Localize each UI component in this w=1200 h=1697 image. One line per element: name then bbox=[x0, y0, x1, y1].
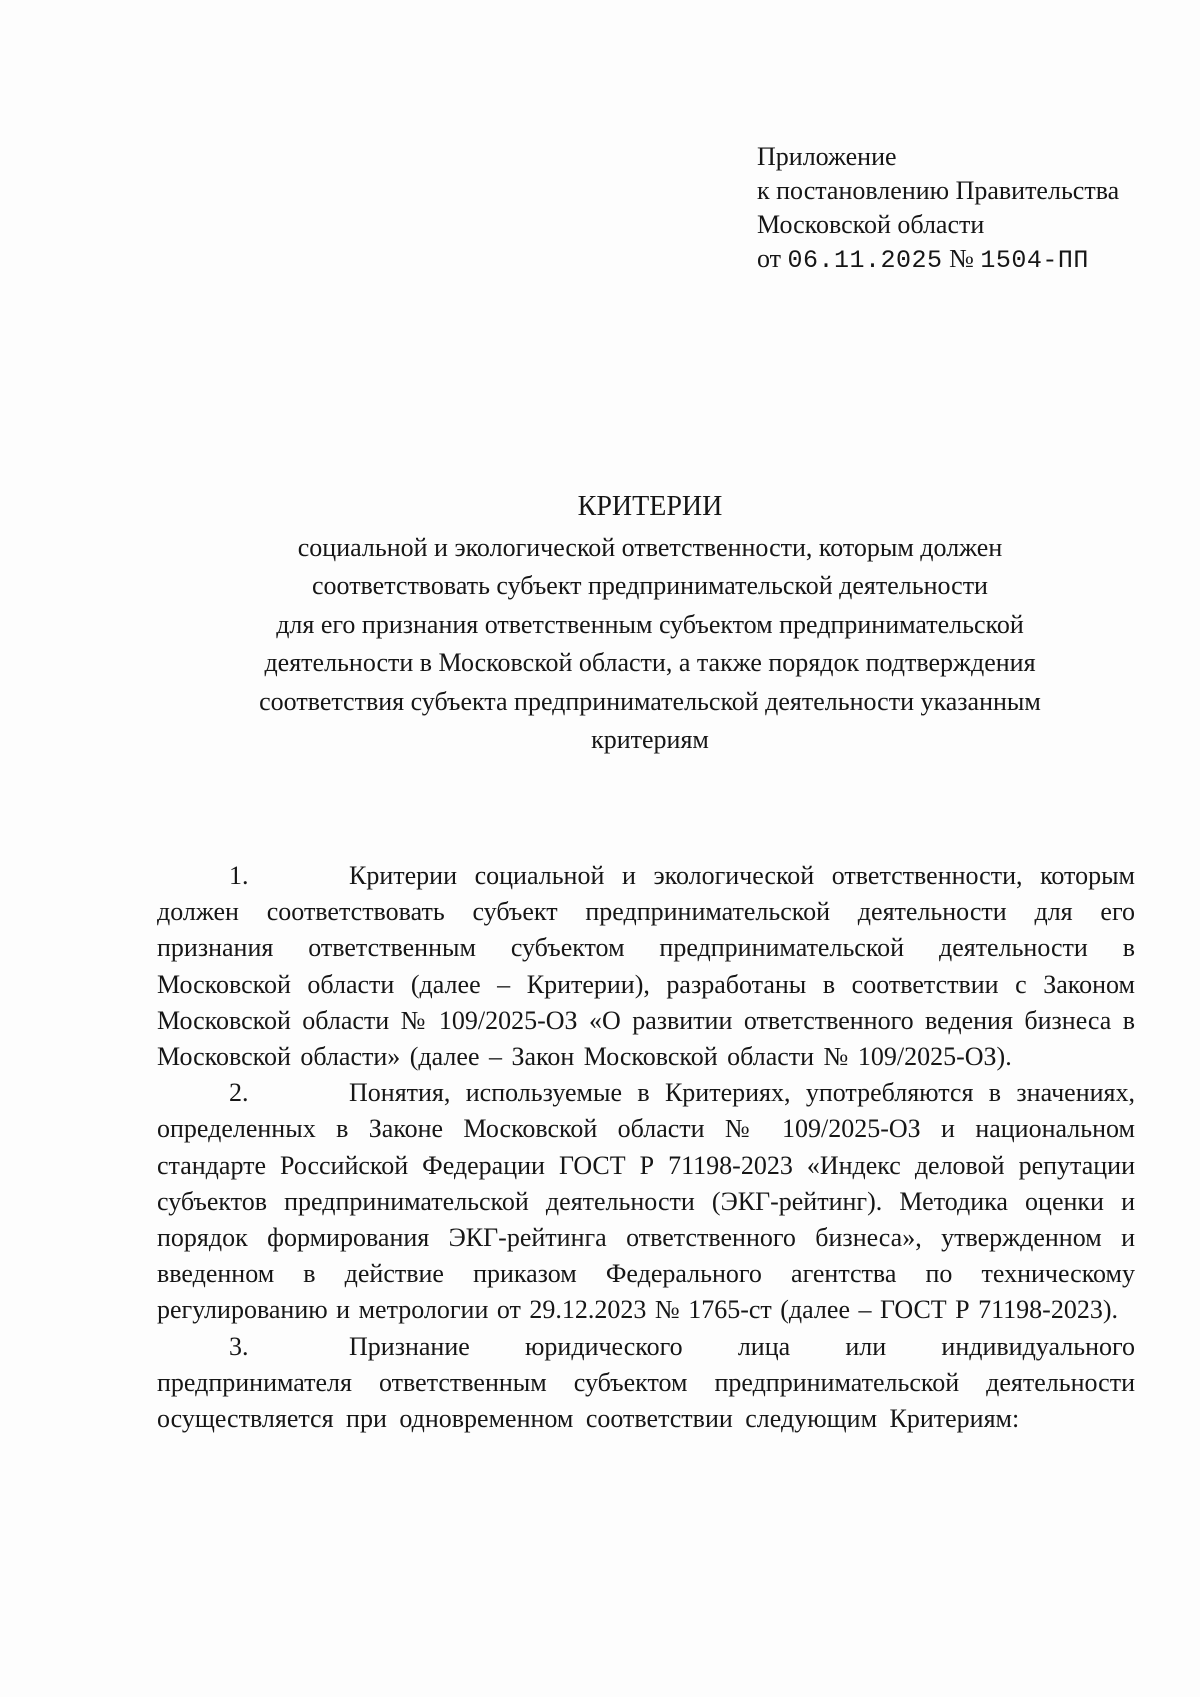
title-line: деятельности в Московской области, а также порядок подтверждения bbox=[264, 648, 1036, 677]
title-line: для его признания ответственным субъектом предпринимательской bbox=[276, 609, 1024, 639]
paragraph-3 bbox=[157, 1329, 1135, 1438]
date-prefix: от bbox=[757, 244, 782, 273]
title-line: критериям bbox=[591, 725, 709, 754]
appendix-header bbox=[757, 140, 1119, 278]
document-body bbox=[157, 858, 1135, 1437]
paragraph-1 bbox=[157, 858, 1135, 1075]
appendix-decree-ref: к постановлению Правительства bbox=[757, 176, 1120, 205]
paragraph-number: 2. bbox=[229, 1078, 249, 1108]
paragraph-number: 3. bbox=[229, 1331, 249, 1361]
paragraph-number: 1. bbox=[229, 861, 249, 890]
appendix-title: Приложение bbox=[757, 142, 897, 171]
appendix-date-line bbox=[757, 242, 1119, 278]
title-heading: КРИТЕРИИ bbox=[577, 491, 723, 522]
paragraph-2 bbox=[157, 1075, 1135, 1328]
paragraph-text: Критерии социальной и экологической ответственности, которым должен соответствовать субъект предпринимательской деятельности для его признания ответственным субъектом предпринимательской деятельности в Московской области (далее – Критерии), разработаны в соответствии с Законом Московской области № 109/2025-ОЗ «О развитии ответственного ведения бизнеса в Московской области» (далее – Закон Московской области № 109/2025-ОЗ). bbox=[157, 861, 1135, 1072]
appendix-region: Московской области bbox=[757, 210, 985, 239]
paragraph-text: Признание юридического лица или индивидуального предпринимателя ответственным субъектом предпринимательской деятельности осуществляется при одновременном соответствии следующим Критериям: bbox=[157, 1331, 1135, 1434]
decree-number: 1504-ПП bbox=[980, 246, 1089, 275]
document-title bbox=[200, 488, 1100, 760]
decree-date: 06.11.2025 bbox=[787, 246, 943, 275]
title-line: соответствовать субъект предпринимательской деятельности bbox=[312, 571, 988, 600]
paragraph-text: Понятия, используемые в Критериях, употребляются в значениях, определенных в Законе Московской области № 109/2025-ОЗ и национальном стандарте Российской Федерации ГОСТ Р 71198-2023 «Индекс деловой репутации субъектов предпринимательской деятельности (ЭКГ-рейтинг). Методика оценки и порядок формирования ЭКГ-рейтинга ответственного бизнеса», утвержденном и введенном в действие приказом Федерального агентства по техническому регулированию и метрологии от 29.12.2023 № 1765-ст (далее – ГОСТ Р 71198-2023). bbox=[157, 1078, 1135, 1325]
number-sign: № bbox=[949, 244, 974, 273]
title-line: социальной и экологической ответственности, которым должен bbox=[297, 532, 1003, 562]
title-line: соответствия субъекта предпринимательской деятельности указанным bbox=[259, 686, 1041, 716]
